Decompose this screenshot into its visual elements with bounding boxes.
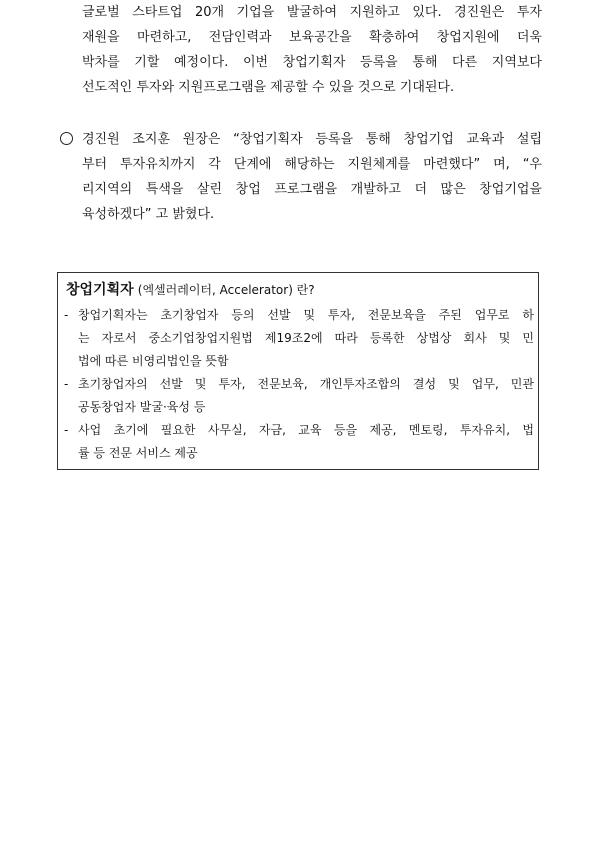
paragraph-line: 리지역의 특색을 살린 창업 프로그램을 개발하고 더 많은 창업기업을 (82, 182, 542, 197)
definition-line: 공동창업자 발굴·육성 등 (78, 400, 206, 414)
dash-bullet: - (64, 377, 69, 391)
definition-line: 사업 초기에 필요한 사무실, 자금, 교육 등을 제공, 멘토링, 투자유치, 법 (78, 423, 535, 437)
definition-box (57, 272, 539, 470)
paragraph-line: 박차를 기할 예정이다. 이번 창업기획자 등록을 통해 다른 지역보다 (82, 55, 542, 70)
definition-title (66, 279, 315, 299)
paragraph-line: 경진원 조지훈 원장은 “창업기획자 등록을 통해 창업기업 교육과 설립 (82, 132, 542, 147)
paragraph-line: 선도적인 투자와 지원프로그램을 제공할 수 있을 것으로 기대된다. (82, 80, 455, 95)
definition-item (64, 373, 534, 419)
paragraph-line: 글로벌 스타트업 20개 기업을 발굴하여 지원하고 있다. 경진원은 투자 (82, 5, 542, 20)
paragraph-line: 부터 투자유치까지 각 단계에 해당하는 지원체계를 마련했다” 며, “우 (82, 157, 542, 172)
definition-subtitle: (엑셀러레이터, Accelerator) 란? (137, 283, 315, 297)
definition-line: 률 등 전문 서비스 제공 (78, 446, 198, 460)
circle-bullet-icon (60, 132, 73, 145)
dash-bullet: - (64, 308, 69, 322)
definition-term: 창업기획자 (66, 282, 134, 298)
paragraph-line: 재원을 마련하고, 전담인력과 보육공간을 확충하여 창업지원에 더욱 (82, 30, 542, 45)
paragraph-line: 육성하겠다” 고 밝혔다. (82, 207, 215, 222)
definition-line: 법에 따른 비영리법인을 뜻함 (78, 354, 229, 368)
definition-line: 창업기획자는 초기창업자 등의 선발 및 투자, 전문보육을 주된 업무로 하 (78, 308, 534, 322)
definition-line: 초기창업자의 선발 및 투자, 전문보육, 개인투자조합의 결성 및 업무, 민관 (78, 377, 534, 391)
definition-line: 는 자로서 중소기업창업지원법 제19조2에 따라 등록한 상법상 회사 및 민 (78, 331, 534, 345)
paragraph-director-quote (82, 127, 542, 227)
dash-bullet: - (64, 423, 69, 437)
definition-item (64, 419, 534, 465)
definition-item (64, 304, 534, 373)
paragraph-investment-plan (82, 0, 542, 100)
